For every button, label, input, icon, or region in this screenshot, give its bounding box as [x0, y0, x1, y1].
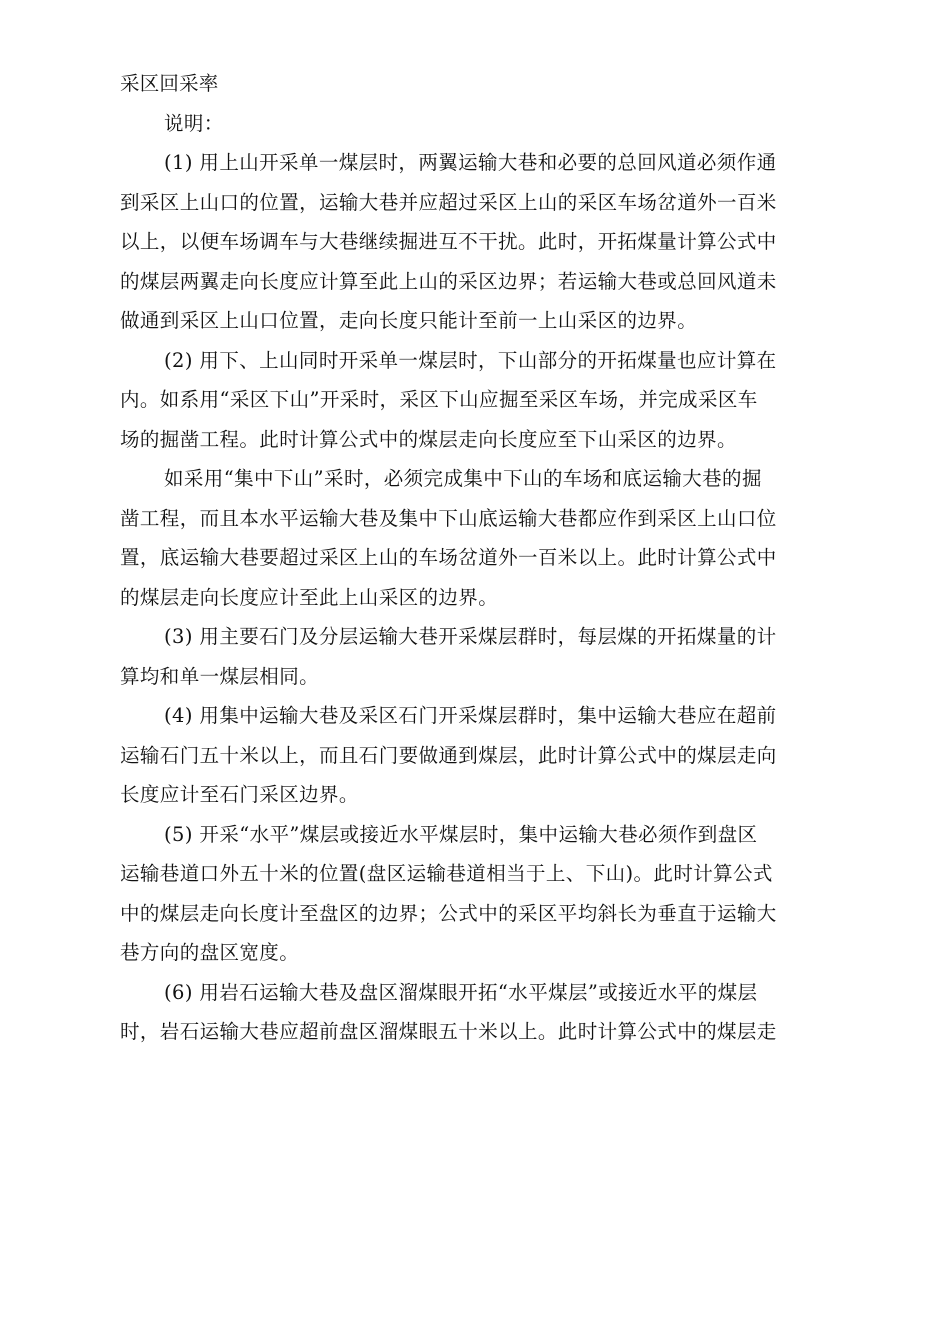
- text-line: 如采用“集中下山”采时，必须完成集中下山的车场和底运输大巷的掘: [164, 467, 762, 490]
- text-line: 巷方向的盘区宽度。: [120, 941, 300, 964]
- text-line: 置，底运输大巷要超过采区上山的车场岔道外一百米以上。此时计算公式中: [120, 546, 777, 569]
- text-line: (4) 用集中运输大巷及采区石门开采煤层群时，集中运输大巷应在超前: [164, 704, 777, 727]
- text-line: 运输石门五十米以上，而且石门要做通到煤层，此时计算公式中的煤层走向: [120, 743, 777, 767]
- note-label: 说明：: [164, 111, 224, 135]
- text-line: 算均和单一煤层相同。: [120, 664, 320, 688]
- text-line: 凿工程，而且本水平运输大巷及集中下山底运输大巷都应作到采区上山口位: [120, 506, 777, 530]
- text-line: 做通到采区上山口位置，走向长度只能计至前一上山采区的边界。: [120, 309, 698, 332]
- document-body: [120, 64, 832, 1052]
- text-line: 场的掘凿工程。此时计算公式中的煤层走向长度应至下山采区的边界。: [120, 427, 737, 451]
- text-line: 时，岩石运输大巷应超前盘区溜煤眼五十米以上。此时计算公式中的煤层走: [120, 1020, 777, 1043]
- heading-line: 采区回采率: [120, 72, 219, 95]
- text-line: 到采区上山口的位置，运输大巷并应超过采区上山的采区车场岔道外一百米: [120, 190, 777, 214]
- text-line: (3) 用主要石门及分层运输大巷开采煤层群时，每层煤的开拓煤量的计: [164, 625, 777, 648]
- text-line: 的煤层两翼走向长度应计算至此上山的采区边界；若运输大巷或总回风道未: [120, 269, 777, 293]
- text-line: (6) 用岩石运输大巷及盘区溜煤眼开拓“水平煤层”或接近水平的煤层: [164, 980, 758, 1004]
- text-line: (2) 用下、上山同时开采单一煤层时，下山部分的开拓煤量也应计算在: [164, 348, 777, 372]
- text-line: 长度应计至石门采区边界。: [120, 783, 359, 806]
- text-line: (5) 开采“水平”煤层或接近水平煤层时，集中运输大巷必须作到盘区: [164, 822, 758, 846]
- text-line: (1) 用上山开采单一煤层时，两翼运输大巷和必要的总回风道必须作通: [164, 151, 777, 174]
- text-line: 中的煤层走向长度计至盘区的边界；公式中的采区平均斜长为垂直于运输大: [120, 901, 777, 925]
- text-line: 的煤层走向长度应计至此上山采区的边界。: [120, 585, 499, 609]
- text-line: 以上，以便车场调车与大巷继续掘进互不干扰。此时，开拓煤量计算公式中: [120, 230, 777, 253]
- text-line: 内。如系用“采区下山”开采时，采区下山应掘至采区车场，并完成采区车: [120, 388, 758, 411]
- text-line: 运输巷道口外五十米的位置(盘区运输巷道相当于上、下山)。此时计算公式: [120, 862, 773, 885]
